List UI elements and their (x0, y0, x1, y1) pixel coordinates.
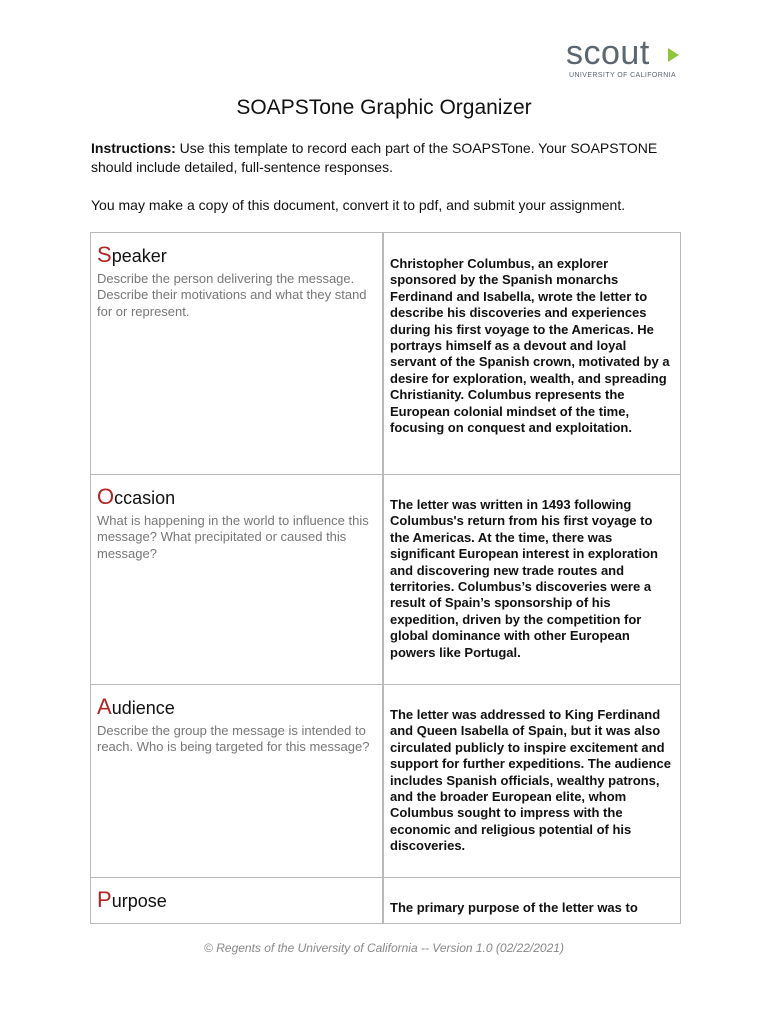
prompt-cell (91, 685, 384, 877)
copyright-footer: © Regents of the University of California -- Version 1.0 (02/22/2021) (204, 941, 564, 955)
response-cell[interactable]: The primary purpose of the letter was to (390, 900, 638, 915)
table-row-purpose (91, 878, 680, 924)
heading-rest: peaker (111, 246, 167, 266)
heading-initial: S (97, 242, 112, 267)
scout-logo (566, 34, 686, 84)
heading-initial: O (97, 484, 115, 509)
response-cell[interactable]: The letter was written in 1493 following Columbus's return from his first voyage to the Americas. At the time, there was significant European interest in exploration and discovering new trade routes and territories. Columbus’s discoveries were a result of Spain’s sponsorship of his expedition, driven by the competition for global dominance with other European powers like Portugal. (390, 497, 658, 660)
table-row-occasion (91, 475, 680, 685)
heading-initial: P (97, 887, 112, 912)
row-heading (97, 888, 376, 913)
prompt-cell (91, 233, 384, 474)
row-description: What is happening in the world to influence this message? What precipitated or caused this message? (97, 513, 369, 561)
heading-rest: udience (111, 698, 175, 718)
logo-subtitle: UNIVERSITY OF CALIFORNIA (569, 72, 677, 79)
page-title: SOAPSTone Graphic Organizer (236, 96, 532, 119)
row-heading (97, 243, 376, 268)
instructions-label: Instructions: (91, 140, 176, 156)
prompt-cell (91, 878, 384, 923)
soapstone-table (90, 232, 681, 924)
table-row-audience (91, 685, 680, 878)
heading-rest: ccasion (114, 488, 176, 508)
instructions (91, 139, 671, 177)
heading-initial: A (97, 694, 112, 719)
logo-wordmark: scout (566, 34, 650, 72)
instructions-text: Use this template to record each part of the SOAPSTone. Your SOAPSTONE should include detailed, full-sentence responses. (91, 140, 658, 175)
row-description: Describe the person delivering the message. Describe their motivations and what they stand for or represent. (97, 271, 367, 319)
row-description: Describe the group the message is intended to reach. Who is being targeted for this message? (97, 723, 370, 755)
prompt-cell (91, 475, 384, 684)
response-cell[interactable]: Christopher Columbus, an explorer sponsored by the Spanish monarchs Ferdinand and Isabella, wrote the letter to describe his discoveries and experiences during his first voyage to the Americas. He portrays himself as a devout and loyal servant of the Spanish crown, motivated by a desire for exploration, wealth, and spreading Christianity. Columbus represents the European colonial mindset of the time, focusing on conquest and exploitation. (390, 256, 670, 436)
row-heading (97, 695, 376, 720)
table-row-speaker (91, 233, 680, 475)
play-triangle-icon (668, 48, 679, 62)
response-cell[interactable]: The letter was addressed to King Ferdinand and Queen Isabella of Spain, but it was also circulated publicly to inspire excitement and support for further expeditions. The audience includes Spanish officials, wealthy patrons, and the broader European elite, whom Columbus sought to impress with the economic and religious potential of his discoveries. (390, 707, 671, 854)
submission-note: You may make a copy of this document, convert it to pdf, and submit your assignment. (91, 197, 626, 213)
row-heading (97, 485, 376, 510)
heading-rest: urpose (111, 891, 167, 911)
